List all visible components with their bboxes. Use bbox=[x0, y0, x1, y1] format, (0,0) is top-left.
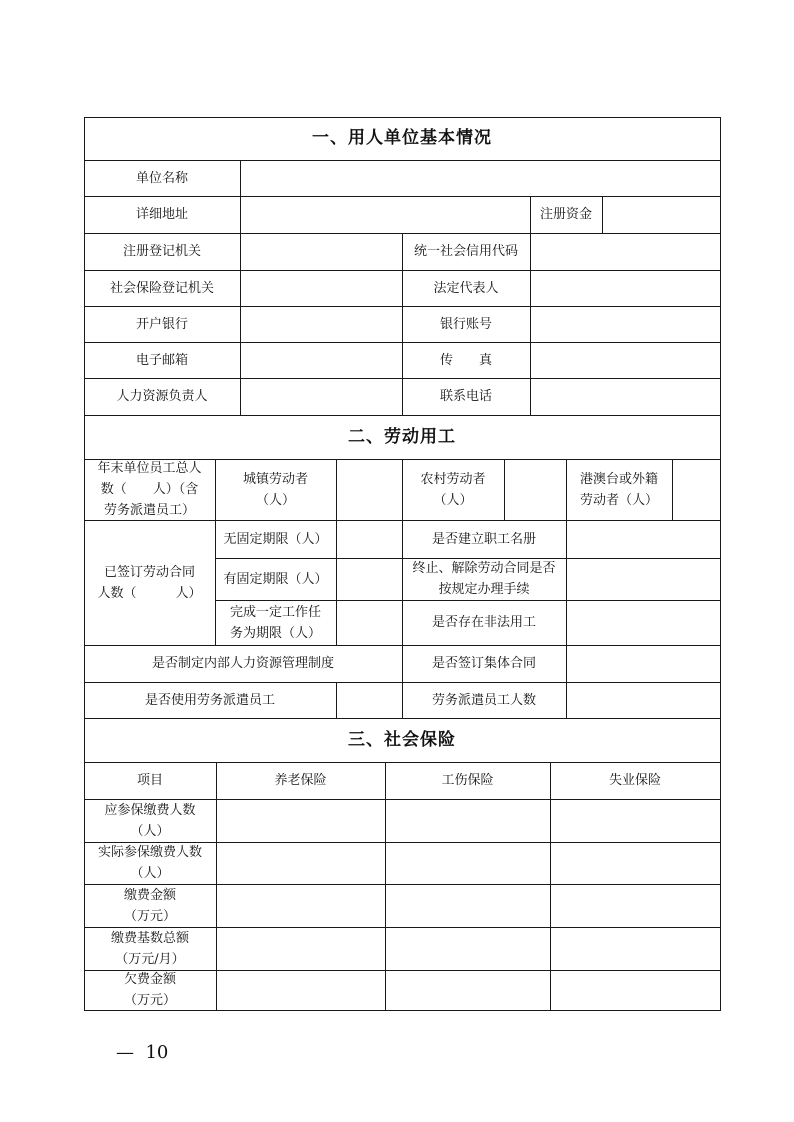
label-social-insurance-authority: 社会保险登记机关 bbox=[109, 280, 214, 296]
label-fixed-term: 有固定期限（人） bbox=[223, 571, 328, 587]
section-title-employment: 二、劳动用工 bbox=[348, 426, 456, 447]
page-number: — 10 bbox=[116, 1042, 169, 1063]
label-bank: 开户银行 bbox=[135, 316, 188, 332]
unemployment-cell[interactable] bbox=[552, 844, 719, 883]
table-rule-v bbox=[216, 762, 217, 1011]
header-injury: 工伤保险 bbox=[441, 773, 494, 788]
address-field[interactable] bbox=[242, 198, 529, 232]
label-task-term: 完成一定工作任 务为期限（人） bbox=[229, 604, 321, 641]
label-registration-authority: 注册登记机关 bbox=[122, 244, 201, 259]
injury-cell[interactable] bbox=[387, 929, 549, 969]
label-address: 详细地址 bbox=[135, 207, 188, 222]
registered-capital-field[interactable] bbox=[604, 198, 719, 232]
legal-representative-field[interactable] bbox=[532, 272, 719, 305]
table-rule-v bbox=[336, 682, 337, 719]
table-rule-v bbox=[566, 520, 567, 719]
collective-contract-field[interactable] bbox=[568, 647, 719, 681]
staff-roster-field[interactable] bbox=[568, 522, 719, 557]
unemployment-cell[interactable] bbox=[552, 886, 719, 926]
urban-workers-field[interactable] bbox=[338, 461, 401, 519]
label-foreign-workers: 港澳台或外籍 劳动者（人） bbox=[579, 471, 658, 508]
section-title-basic-info: 一、用人单位基本情况 bbox=[312, 128, 492, 148]
row-label: 应参保缴费人数 （人） bbox=[104, 802, 196, 839]
dispatch-count-field[interactable] bbox=[568, 684, 719, 717]
label-illegal-employment: 是否存在非法用工 bbox=[431, 615, 536, 630]
bank-account-field[interactable] bbox=[532, 308, 719, 341]
hr-head-field[interactable] bbox=[242, 380, 401, 414]
rural-workers-field[interactable] bbox=[506, 461, 565, 519]
label-dispatch-used: 是否使用劳务派遣员工 bbox=[144, 692, 275, 708]
label-hr-head: 人力资源负责人 bbox=[116, 389, 208, 404]
label-registered-capital: 注册资金 bbox=[539, 207, 592, 222]
label-dispatch-count: 劳务派遣员工人数 bbox=[431, 692, 536, 708]
email-field[interactable] bbox=[242, 344, 401, 377]
label-total-staff: 年末单位员工总人 数（ 人）（含 劳务派遣员工） bbox=[97, 461, 202, 518]
pension-cell[interactable] bbox=[218, 886, 384, 926]
registration-authority-field[interactable] bbox=[242, 235, 401, 269]
task-term-field[interactable] bbox=[338, 602, 401, 644]
pension-cell[interactable] bbox=[218, 929, 384, 969]
social-insurance-authority-field[interactable] bbox=[242, 272, 401, 305]
label-credit-code: 统一社会信用代码 bbox=[413, 244, 518, 259]
label-email: 电子邮箱 bbox=[135, 352, 188, 368]
open-term-field[interactable] bbox=[338, 522, 401, 557]
header-pension: 养老保险 bbox=[274, 773, 327, 788]
label-open-term: 无固定期限（人） bbox=[223, 531, 328, 547]
injury-cell[interactable] bbox=[387, 972, 549, 1009]
unit-name-field[interactable] bbox=[242, 162, 719, 195]
injury-cell[interactable] bbox=[387, 844, 549, 883]
row-label: 欠费金额 （万元） bbox=[123, 972, 176, 1008]
header-unemployment: 失业保险 bbox=[608, 773, 661, 788]
credit-code-field[interactable] bbox=[532, 235, 719, 269]
label-termination-procedures: 终止、解除劳动合同是否 按规定办理手续 bbox=[412, 561, 556, 597]
label-collective-contract: 是否签订集体合同 bbox=[431, 656, 536, 671]
dispatch-used-field[interactable] bbox=[338, 684, 401, 717]
unemployment-cell[interactable] bbox=[552, 929, 719, 969]
row-label: 缴费基数总额 （万元/月） bbox=[110, 930, 189, 967]
label-unit-name: 单位名称 bbox=[135, 170, 188, 186]
row-label: 缴费金额 （万元） bbox=[123, 887, 176, 924]
fixed-term-field[interactable] bbox=[338, 560, 401, 599]
label-phone: 联系电话 bbox=[439, 389, 492, 404]
illegal-employment-field[interactable] bbox=[568, 602, 719, 644]
table-rule-v bbox=[550, 762, 551, 1011]
label-rural-workers: 农村劳动者 （人） bbox=[420, 471, 486, 508]
foreign-workers-field[interactable] bbox=[674, 461, 719, 519]
table-rule-v bbox=[602, 196, 603, 234]
label-signed-contracts: 已签订劳动合同 人数（ 人） bbox=[97, 564, 202, 601]
unemployment-cell[interactable] bbox=[552, 972, 719, 1009]
pension-cell[interactable] bbox=[218, 801, 384, 841]
section-title-social-insurance: 三、社会保险 bbox=[348, 729, 456, 750]
label-staff-roster: 是否建立职工名册 bbox=[431, 531, 536, 547]
label-urban-workers: 城镇劳动者 （人） bbox=[242, 471, 308, 508]
table-rule-v bbox=[504, 459, 505, 521]
pension-cell[interactable] bbox=[218, 972, 384, 1009]
table-rule-v bbox=[385, 762, 386, 1011]
table-rule-v bbox=[336, 459, 337, 521]
label-hr-policy: 是否制定内部人力资源管理制度 bbox=[151, 656, 334, 671]
termination-procedures-field[interactable] bbox=[568, 560, 719, 599]
table-rule-v bbox=[720, 117, 721, 1011]
label-bank-account: 银行账号 bbox=[439, 316, 492, 332]
header-item: 项目 bbox=[136, 773, 163, 788]
table-rule-v bbox=[240, 160, 241, 416]
bank-field[interactable] bbox=[242, 308, 401, 341]
unemployment-cell[interactable] bbox=[552, 801, 719, 841]
row-label: 实际参保缴费人数 （人） bbox=[97, 845, 202, 881]
table-rule-v bbox=[672, 459, 673, 521]
label-legal-representative: 法定代表人 bbox=[433, 280, 499, 296]
table-rule-v bbox=[336, 520, 337, 646]
fax-field[interactable] bbox=[532, 344, 719, 377]
phone-field[interactable] bbox=[532, 380, 719, 414]
injury-cell[interactable] bbox=[387, 886, 549, 926]
label-fax: 传 真 bbox=[439, 352, 492, 368]
table-rule-h bbox=[84, 1010, 721, 1011]
pension-cell[interactable] bbox=[218, 844, 384, 883]
injury-cell[interactable] bbox=[387, 801, 549, 841]
table-rule-v bbox=[530, 233, 531, 416]
